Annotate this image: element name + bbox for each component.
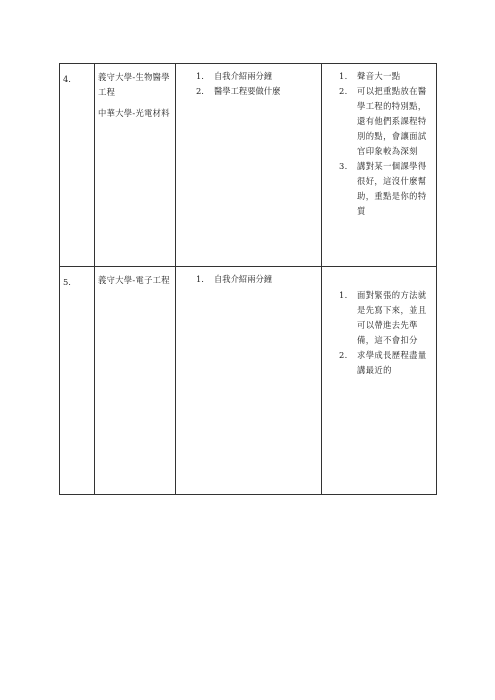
list-item: 1. 聲音大一點 bbox=[339, 71, 401, 81]
list-item: 2. 求學成長歷程盡量講最近的 bbox=[339, 350, 427, 375]
advice-cell bbox=[322, 64, 437, 267]
school-name: 義守大學-電子工程 bbox=[98, 275, 170, 285]
table-row bbox=[60, 267, 437, 495]
question-list bbox=[176, 267, 321, 287]
interview-table bbox=[59, 63, 437, 495]
question-list bbox=[176, 64, 321, 99]
row-number: 4. bbox=[63, 74, 71, 84]
school-cell bbox=[95, 267, 176, 495]
row-number-cell bbox=[60, 64, 95, 267]
school-cell bbox=[95, 64, 176, 267]
list-item: 1. 自我介紹兩分鐘 bbox=[196, 274, 273, 284]
advice-list bbox=[322, 64, 436, 219]
school-name: 中華大學-光電材料 bbox=[98, 108, 170, 118]
list-item: 2. 可以把重點放在醫學工程的特別點，還有他們系課程特別的點，會讓面試官印象較為深刻 bbox=[339, 86, 427, 156]
advice-list bbox=[322, 267, 436, 378]
list-item: 2. 醫學工程要做什麼 bbox=[196, 86, 281, 96]
advice-cell bbox=[322, 267, 437, 495]
row-number: 5. bbox=[63, 277, 71, 287]
table-row bbox=[60, 64, 437, 267]
list-item: 1. 自我介紹兩分鐘 bbox=[196, 71, 273, 81]
list-item: 1. 面對緊張的方法就是先寫下來，並且可以帶進去先準備，這不會扣分 bbox=[339, 290, 427, 345]
question-cell bbox=[176, 267, 322, 495]
question-cell bbox=[176, 64, 322, 267]
school-name: 義守大學-生物醫學工程 bbox=[98, 72, 170, 97]
list-item: 3. 講對某一個課學得很好，這沒什麼幫助，重點是你的特質 bbox=[339, 161, 427, 216]
row-number-cell bbox=[60, 267, 95, 495]
